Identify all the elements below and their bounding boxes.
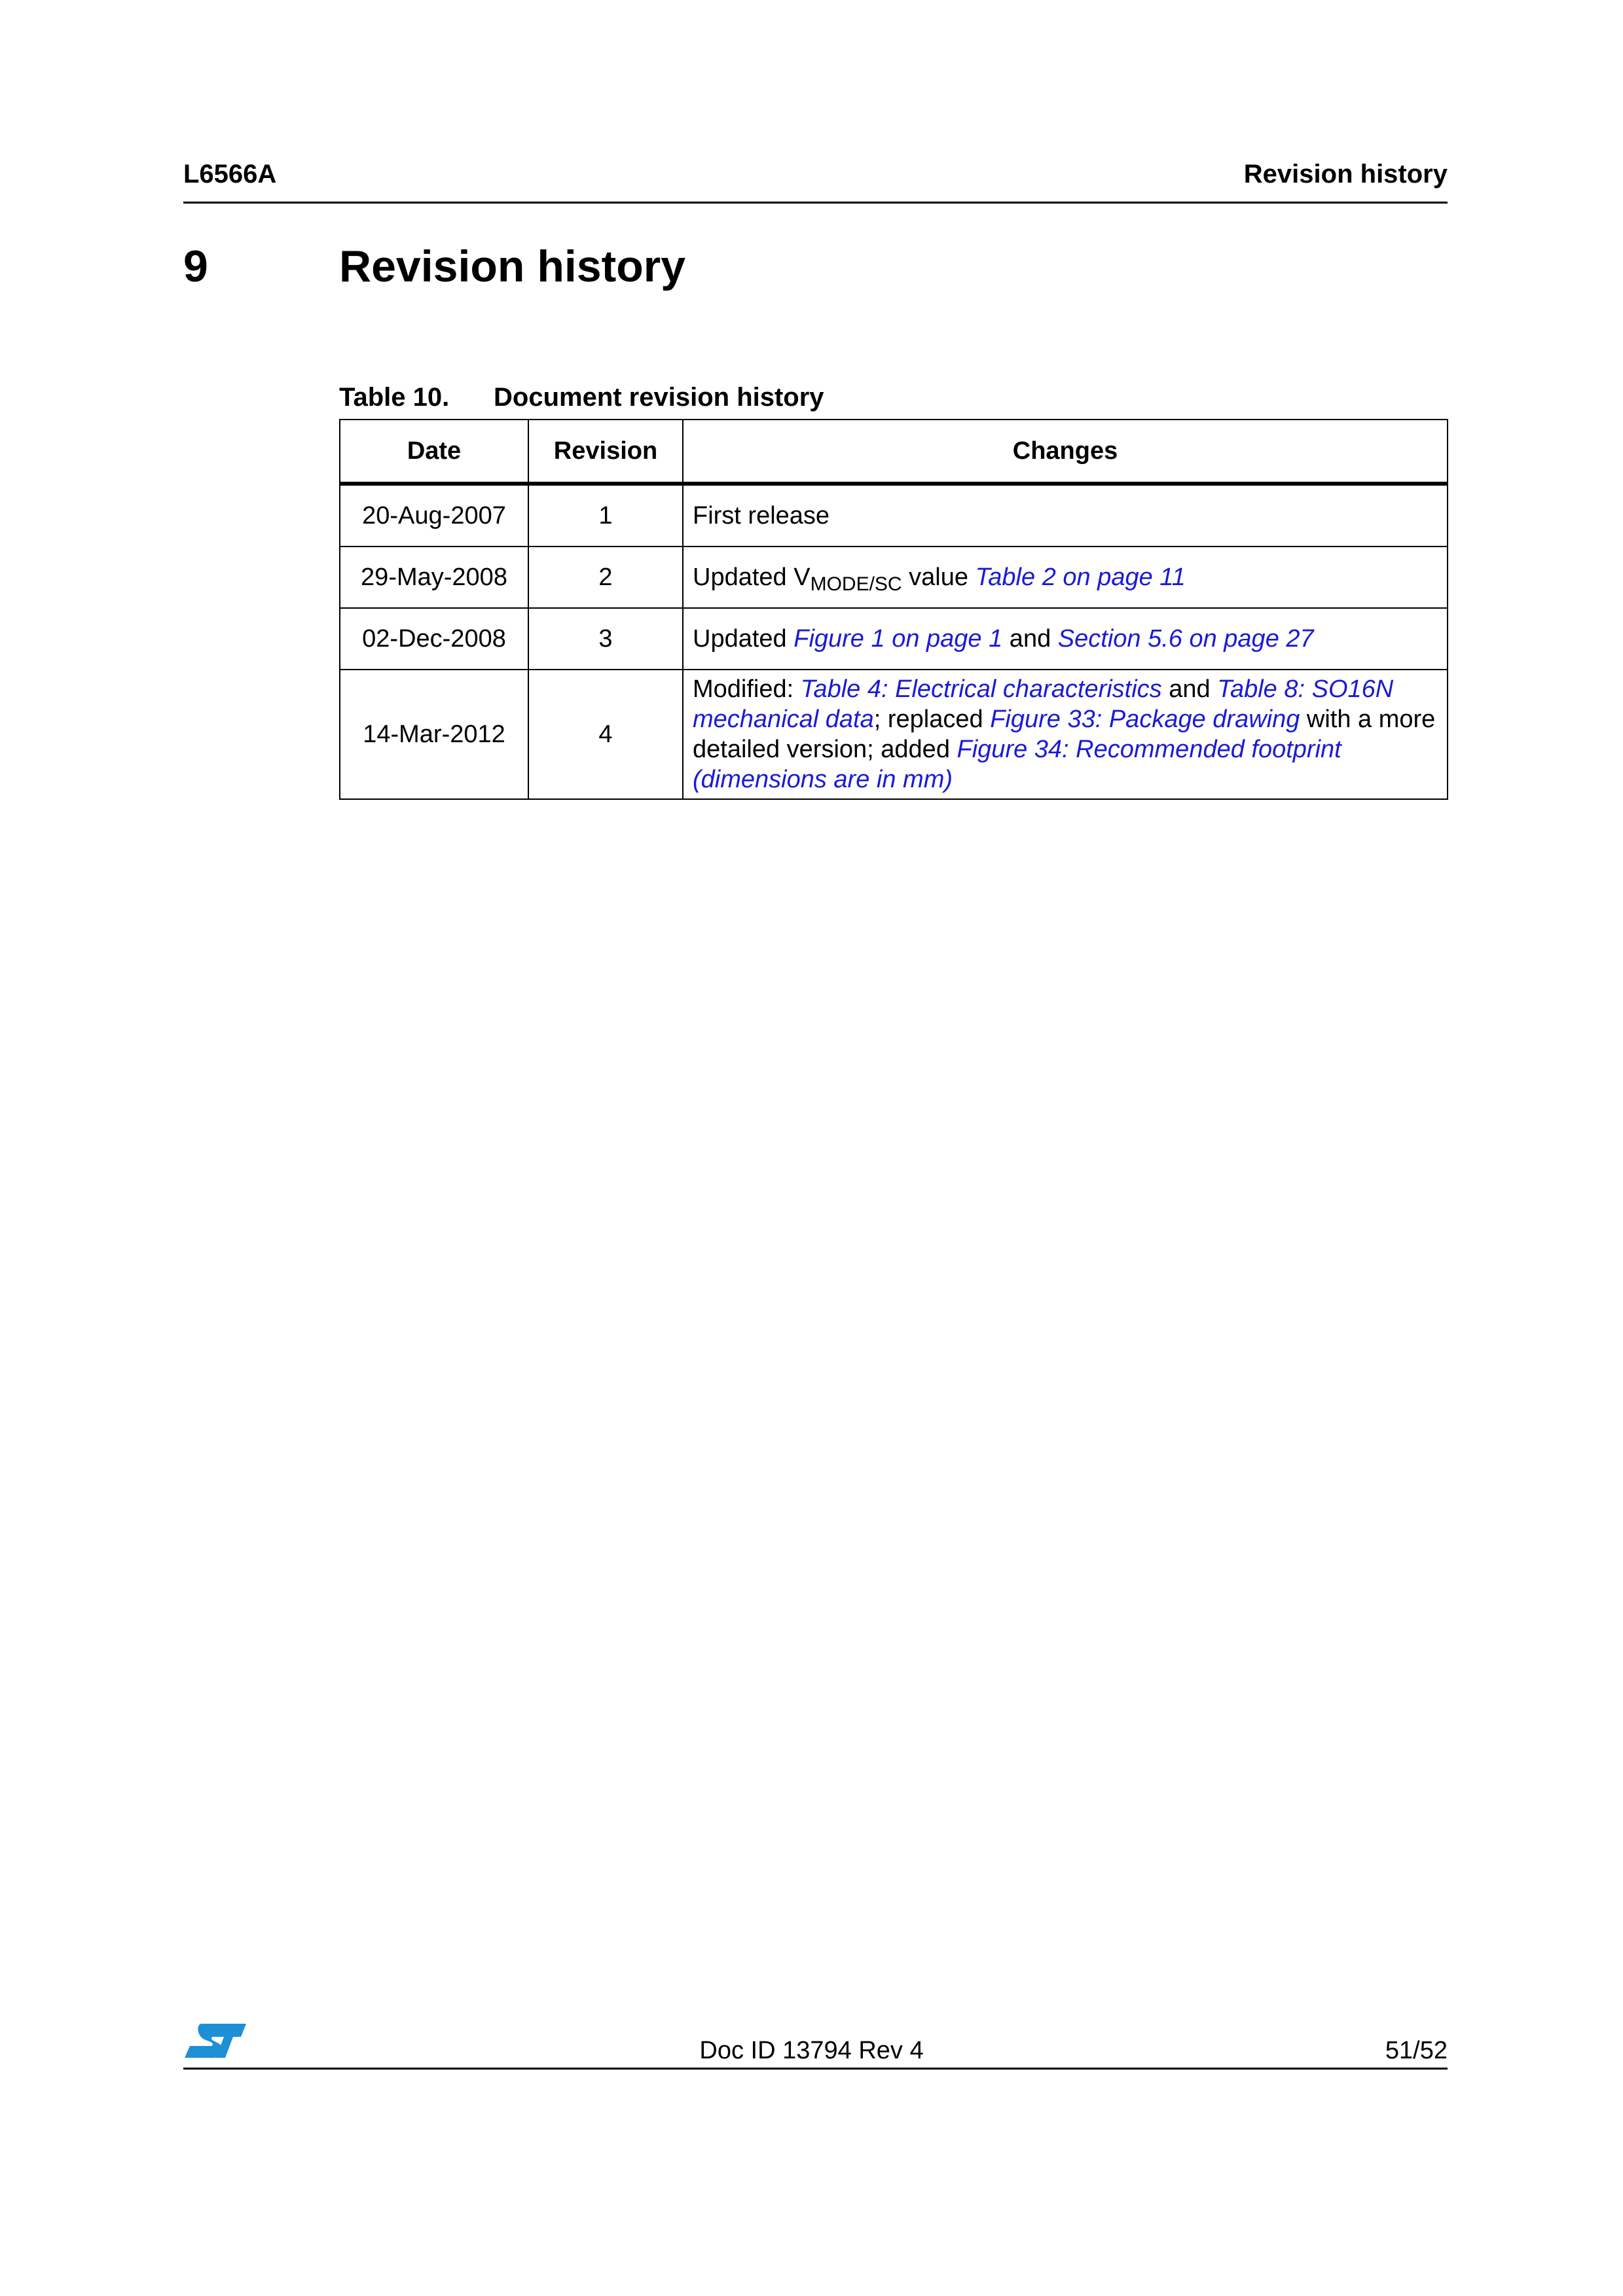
changes-cell — [683, 547, 1448, 608]
date-cell: 20-Aug-2007 — [340, 484, 528, 547]
date-cell: 29-May-2008 — [340, 547, 528, 608]
changes-cell — [683, 484, 1448, 547]
change-text: value — [902, 564, 976, 591]
date-cell: 14-Mar-2012 — [340, 670, 528, 799]
subscript-text: MODE/SC — [810, 573, 902, 595]
change-text: Modified: — [693, 675, 801, 703]
header-section-title: Revision history — [1243, 160, 1448, 188]
table-caption — [339, 383, 824, 412]
change-text: First release — [693, 502, 830, 529]
section-number: 9 — [183, 242, 208, 291]
footer-page-number: 51/52 — [1385, 2037, 1448, 2064]
table-row — [340, 484, 1448, 547]
revision-cell: 1 — [528, 484, 683, 547]
cross-reference-link[interactable]: Table 8: SO16N mechanical data — [693, 675, 1394, 733]
date-cell: 02-Dec-2008 — [340, 608, 528, 670]
cross-reference-link[interactable]: Figure 34: Recommended footprint (dimensions are in mm) — [693, 736, 1341, 793]
cross-reference-link[interactable]: Section 5.6 on page 27 — [1057, 625, 1314, 653]
changes-cell — [683, 670, 1448, 799]
change-text: with a more detailed version; added — [693, 706, 1436, 763]
table-header-row — [340, 420, 1448, 484]
cross-reference-link[interactable]: Figure 33: Package drawing — [990, 706, 1300, 733]
revision-cell: 2 — [528, 547, 683, 608]
change-text: ; replaced — [873, 706, 991, 733]
table-row — [340, 670, 1448, 799]
section-title: Revision history — [339, 242, 686, 291]
column-header-changes: Changes — [683, 420, 1448, 484]
column-header-revision: Revision — [528, 420, 683, 484]
cross-reference-link[interactable]: Figure 1 on page 1 — [793, 625, 1003, 653]
column-header-date: Date — [340, 420, 528, 484]
header-product-name: L6566A — [183, 160, 277, 188]
revision-cell: 4 — [528, 670, 683, 799]
table-caption-label: Table 10. — [339, 383, 450, 412]
revision-cell: 3 — [528, 608, 683, 670]
table-row — [340, 547, 1448, 608]
footer-doc-id: Doc ID 13794 Rev 4 — [699, 2037, 924, 2064]
table-caption-title: Document revision history — [494, 383, 824, 412]
footer-divider — [183, 2068, 1448, 2070]
cross-reference-link[interactable]: Table 4: Electrical characteristics — [800, 675, 1162, 703]
change-text: Updated V — [693, 564, 811, 591]
header-divider — [183, 202, 1448, 204]
change-text: Updated — [693, 625, 794, 653]
change-text: and — [1161, 675, 1218, 703]
changes-cell — [683, 608, 1448, 670]
cross-reference-link[interactable]: Table 2 on page 11 — [975, 564, 1186, 591]
change-text: and — [1002, 625, 1058, 653]
table-row — [340, 608, 1448, 670]
revision-history-table — [339, 419, 1448, 800]
